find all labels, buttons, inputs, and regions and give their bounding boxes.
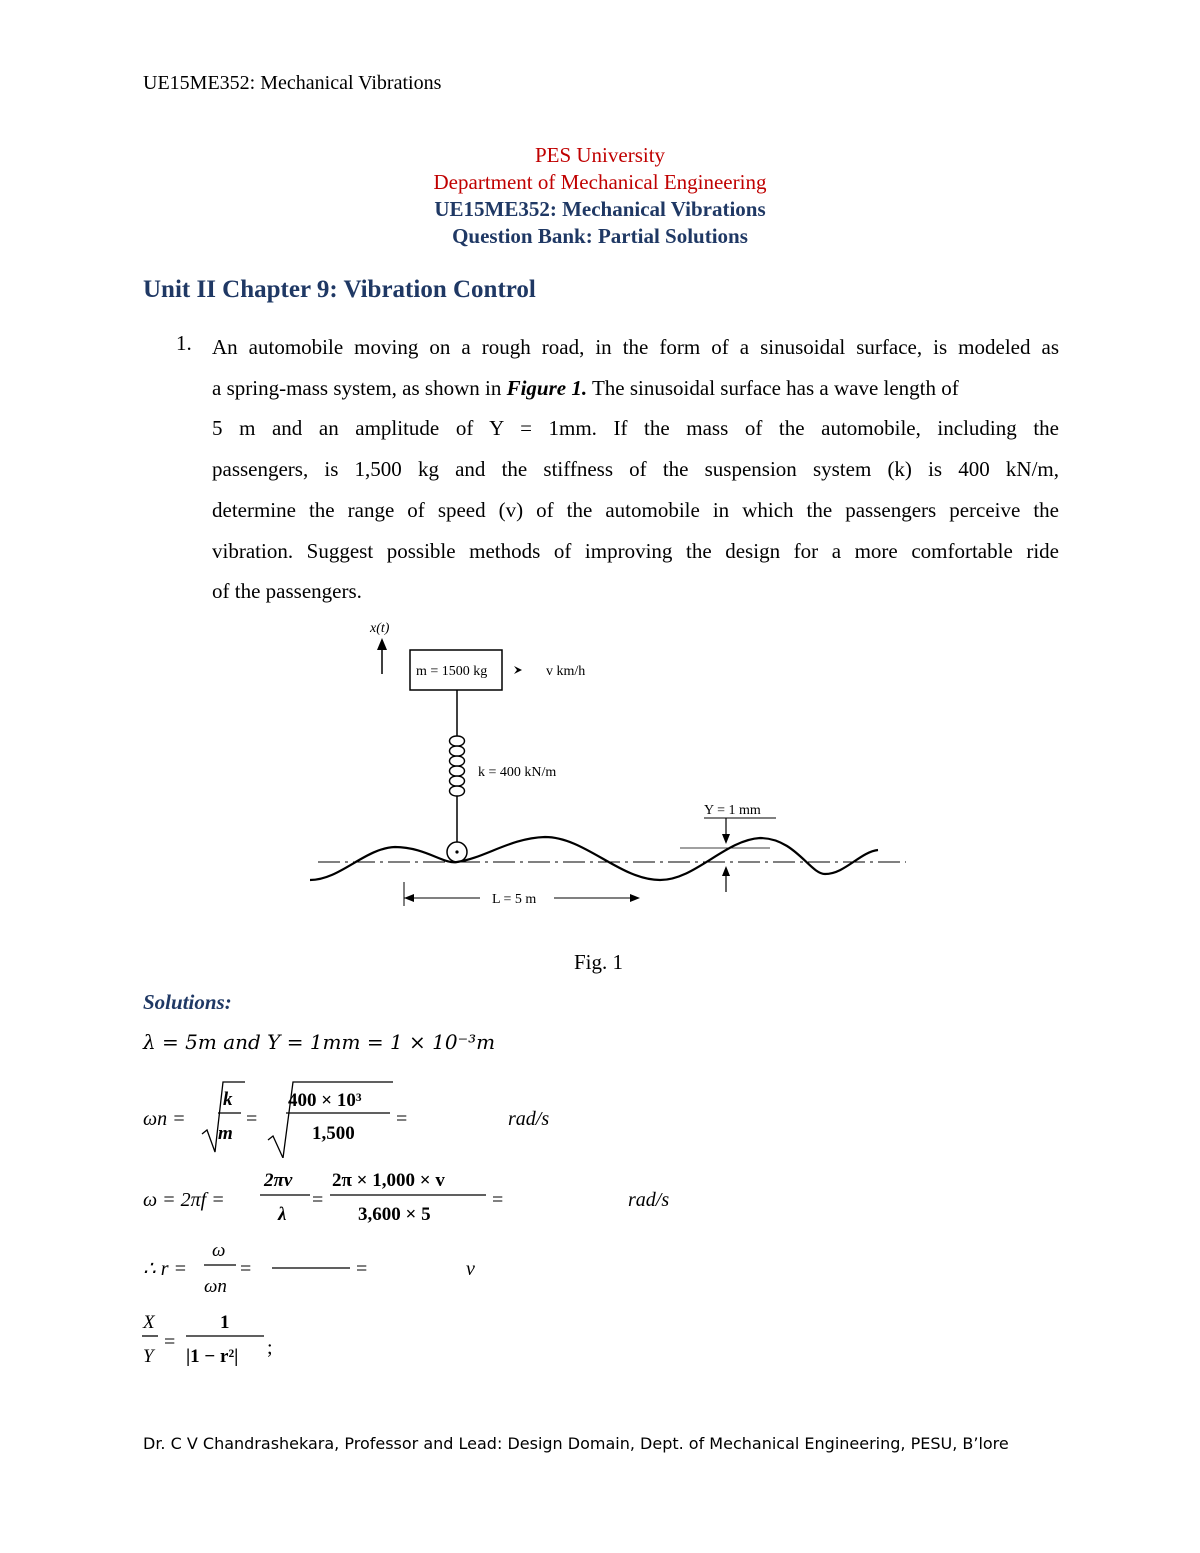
speed-label: v km/h — [546, 664, 586, 679]
equals-sign: = — [246, 1108, 258, 1130]
frac-numerator: X — [143, 1312, 155, 1333]
question-line: passengers, is 1,500 kg and the stiffness of the suspension system (k) is 400 kN/m, — [212, 457, 1059, 482]
omega-n-lhs: ωn = — [143, 1108, 186, 1130]
question-number: 1. — [176, 331, 192, 355]
question-line: a spring-mass system, as shown in Figure 1. The sinusoidal surface has a wave length of — [212, 375, 959, 400]
wavelength-arrow-right-icon — [630, 894, 640, 902]
equals-sign: = — [356, 1258, 368, 1280]
university-name: PES University — [534, 143, 666, 167]
mass-label: m = 1500 kg — [416, 664, 488, 679]
unit-label: rad/s — [628, 1189, 670, 1211]
frac-denominator: ωn — [204, 1276, 227, 1297]
frac-denominator: m — [218, 1123, 233, 1144]
equation-amplitude-ratio — [140, 1306, 340, 1376]
equals-sign: = — [492, 1189, 504, 1211]
document-type: Question Bank: Partial Solutions — [452, 224, 748, 248]
question-text — [212, 327, 1059, 612]
speed-variable: v — [466, 1258, 475, 1280]
wavelength-label: L = 5 m — [492, 892, 537, 907]
page-footer: Dr. C V Chandrashekara, Professor and Lead: Design Domain, Dept. of Mechanical Engineering, PESU, B’lore — [143, 1434, 1009, 1453]
question-line: determine the range of speed (v) of the automobile in which the passengers perceive the — [212, 497, 1059, 522]
department-name: Department of Mechanical Engineering — [433, 170, 767, 194]
frac-numerator: k — [223, 1089, 233, 1110]
figure-quarter-car-model — [300, 612, 920, 912]
question-line: vibration. Suggest possible methods of improving the design for a more comfortable ride — [212, 538, 1059, 563]
question-line: of the passengers. — [212, 579, 362, 604]
equation-forcing-frequency — [140, 1164, 720, 1234]
running-header: UE15ME352: Mechanical Vibrations — [143, 72, 442, 94]
frac-numerator: 400 × 10³ — [288, 1090, 362, 1111]
frac-denominator: 1,500 — [312, 1123, 355, 1144]
amplitude-arrow-down-icon — [722, 834, 730, 844]
unit-label: rad/s — [508, 1108, 550, 1130]
displacement-arrow-head — [377, 638, 387, 650]
frac-denominator: Y — [143, 1346, 154, 1367]
frac-denominator: 3,600 × 5 — [358, 1204, 431, 1225]
omega-lhs: ω = 2πf = — [143, 1189, 225, 1211]
figure-caption: Fig. 1 — [574, 950, 624, 974]
frac-numerator: 2π × 1,000 × v — [332, 1170, 445, 1191]
amplitude-label: Y = 1 mm — [704, 803, 761, 818]
equals-sign: = — [240, 1258, 252, 1280]
course-title: UE15ME352: Mechanical Vibrations — [434, 197, 766, 221]
wheel-axle — [455, 850, 458, 853]
equation-wavelength-amplitude: λ = 5m and Y = 1mm = 1 × 10⁻³m — [143, 1030, 496, 1054]
frac-numerator: 2πv — [264, 1170, 293, 1191]
equals-sign: = — [396, 1108, 408, 1130]
frac-denominator: λ — [278, 1204, 287, 1225]
frac-denominator: |1 − r²| — [186, 1346, 239, 1367]
semicolon: ; — [267, 1337, 273, 1359]
velocity-arrow-icon — [514, 666, 522, 674]
figure-reference: Figure 1. — [506, 375, 588, 400]
chapter-heading: Unit II Chapter 9: Vibration Control — [143, 276, 536, 303]
equation-frequency-ratio — [140, 1238, 540, 1308]
frac-numerator: ω — [212, 1240, 226, 1261]
equals-sign: = — [164, 1331, 176, 1353]
equation-natural-frequency — [140, 1078, 600, 1158]
question-line: 5 m and an amplitude of Y = 1mm. If the mass of the automobile, including the — [212, 416, 1059, 441]
solutions-heading: Solutions: — [143, 990, 232, 1014]
spring — [450, 736, 465, 796]
wavelength-arrow-left-icon — [404, 894, 414, 902]
equals-sign: = — [312, 1189, 324, 1211]
ratio-lhs: ∴ r = — [143, 1258, 188, 1280]
question-line: An automobile moving on a rough road, in the form of a sinusoidal surface, is modeled as — [212, 335, 1059, 359]
frac-numerator: 1 — [220, 1312, 230, 1333]
amplitude-arrow-up-icon — [722, 866, 730, 876]
road-profile — [310, 837, 878, 880]
displacement-label: x(t) — [370, 621, 390, 636]
spring-label: k = 400 kN/m — [478, 765, 557, 780]
